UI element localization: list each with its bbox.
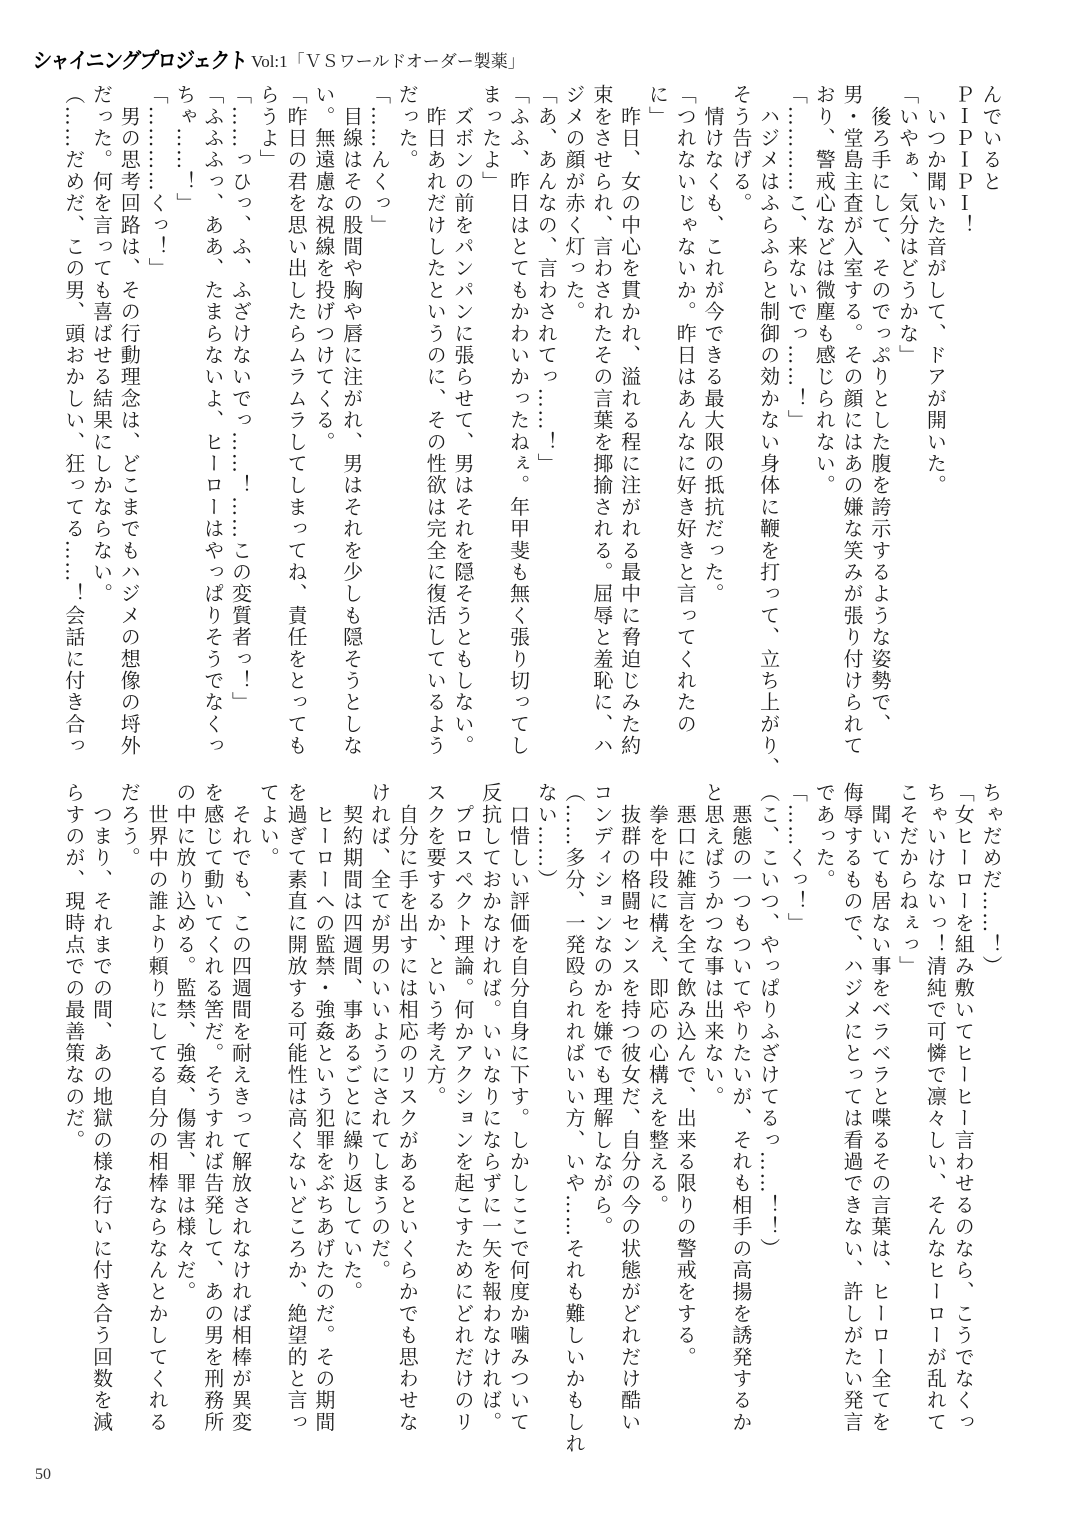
text-column: を感じて動いてくれる筈だ。そうすれば告発して、あの男を刑務所 [200, 782, 225, 1433]
series-logo: シャイニングプロジェクト [31, 48, 249, 74]
text-column: 「女ヒーローを組み敷いてヒーヒー言わせるのなら、こうでなくっ [951, 782, 976, 1433]
text-column: プロスペクト理論。何かアクションを起こすためにどれだけのリ [450, 782, 475, 1433]
text-column: を過ぎて素直に開放する可能性は高くないどころか、絶望的と言っ [284, 782, 309, 1433]
text-column: 拳を中段に構え、即応の心構えを整える。 [645, 782, 670, 1216]
text-column: スクを要するか、という考え方。 [423, 782, 448, 1108]
text-column: ちゃいけないっ！清純で可憐で凛々しい、そんなヒーローが乱れて [923, 782, 948, 1433]
text-column: 聞いても居ない事をベラベラと喋るその言葉は、ヒーロー全てを [867, 782, 892, 1433]
text-column: 「ふふ、昨日はとてもかわいかったねぇ。年甲斐も無く張り切ってし [506, 84, 531, 757]
text-column: い。無遠慮な視線を投げつけてくる。 [311, 84, 336, 453]
text-column: であった。 [812, 782, 837, 891]
text-column: 悪態の一つもついてやりたいが、それも相手の高揚を誘発するか [728, 782, 753, 1433]
text-column: ヒーローへの監禁・強姦という犯罪をぶちあげたのだ。その期間 [311, 782, 336, 1433]
text-column: 契約期間は四週間、事あるごとに繰り返していた。 [339, 782, 364, 1303]
text-column: 男・堂島主査が入室する。その顔にはあの嫌な笑みが張り付けられて [840, 84, 865, 757]
text-column: ちゃ……！」 [172, 84, 197, 215]
text-column: 情けなくも、これが今できる最大限の抵抗だった。 [701, 84, 726, 605]
text-column: の中に放り込める。監禁、強姦、傷害、罪は様々だ。 [172, 782, 197, 1303]
text-column: 「…………こ、来ないでっ……！」 [784, 84, 809, 432]
text-column: 口惜しい評価を自分自身に下す。しかしここで何度か噛みついて [506, 782, 531, 1433]
text-column: 昨日あれだけしたというのに、その性欲は完全に復活しているよう [423, 84, 448, 757]
text-column: てよい。 [256, 782, 281, 869]
text-column: 「…………くっ！」 [145, 84, 170, 280]
lower-text-block [59, 782, 1004, 1462]
text-column: 悪口に雑言を全て飲み込んで、出来る限りの警戒をする。 [673, 782, 698, 1368]
text-column: おり、警戒心などは微塵も感じられない。 [812, 84, 837, 497]
text-column: 「いやぁ、気分はどうかな」 [895, 84, 920, 367]
text-column: と思えばうかつな事は出来ない。 [701, 782, 726, 1108]
text-column: んでいると [979, 84, 1003, 193]
text-column: に」 [645, 84, 670, 128]
text-column: 男の思考回路は、その行動理念は、どこまでもハジメの想像の埒外 [117, 84, 142, 757]
upper-text-block [59, 84, 1004, 779]
text-column: 自分に手を出すには相応のリスクがあるといくらかでも思わせな [395, 782, 420, 1433]
text-column: （……だめだ、この男、頭おかしい、狂ってる……！会話に付き合っ [61, 84, 86, 757]
text-column: そう告げる。 [728, 84, 753, 215]
text-column: 抜群の格闘センスを持つ彼女だ、自分の今の状態がどれだけ酷い [617, 782, 642, 1433]
text-column: だった。何を言っても喜ばせる結果にしかならない。 [89, 84, 114, 605]
text-column: 目線はその股間や胸や唇に注がれ、男はそれを少しも隠そうとしな [339, 84, 364, 757]
text-column: 「ふふふっ、ああ、たまらないよ、ヒーローはやっぱりそうでなくっ [200, 84, 225, 757]
text-column: 「……んくっ」 [367, 84, 392, 236]
text-column: 反抗しておかなければ。いいなりにならずに一矢を報わなければ。 [478, 782, 503, 1433]
text-column: まったよ」 [478, 84, 503, 193]
text-column: 「……くっ！」 [784, 782, 809, 934]
text-column: らうよ」 [256, 84, 281, 171]
text-column: それでも、この四週間を耐えきって解放されなければ相棒が異変 [228, 782, 253, 1433]
text-column: だった。 [395, 84, 420, 171]
text-column: 束をさせられ、言わされたその言葉を揶揄される。屈辱と羞恥に、ハ [589, 84, 614, 757]
text-column: だろう。 [117, 782, 142, 869]
text-column: こそだからねぇっ」 [895, 782, 920, 978]
text-column: いつか聞いた音がして、ドアが開いた。 [923, 84, 948, 497]
text-column: 世界中の誰より頼りにしてる自分の相棒ならなんとかしてくれる [145, 782, 170, 1433]
text-column: つまり、それまでの間、あの地獄の様な行いに付き合う回数を減 [89, 782, 114, 1433]
running-header [33, 46, 525, 73]
text-column: 「あ、あんなの、言わされてっ……！」 [534, 84, 559, 475]
text-column: 侮辱するもので、ハジメにとっては看過できない、許しがたい発言 [840, 782, 865, 1433]
text-column: 昨日、女の中心を貫かれ、溢れる程に注がれる最中に脅迫じみた約 [617, 84, 642, 757]
text-column: らすのが、現時点での最善策なのだ。 [61, 782, 86, 1151]
volume-title: Vol:1「ＶＳワールドオーダー製薬」 [251, 52, 525, 71]
text-column: ない……） [534, 782, 559, 891]
text-column: （こ、こいつ、やっぱりふざけてるっ……！！） [756, 782, 781, 1260]
text-column: コンディションなのかを嫌でも理解しながら。 [589, 782, 614, 1238]
text-column: ければ、全てが男のいいようにされてしまうのだ。 [367, 782, 392, 1282]
text-column: （……多分、一発殴られればいい方、いや……それも難しいかもしれ [562, 782, 587, 1455]
text-column: ズボンの前をパンパンに張らせて、男はそれを隠そうともしない。 [450, 84, 475, 757]
text-column: ＰＩＰＩＰＩ！ [951, 84, 976, 236]
text-column: 「昨日の君を思い出したらムラムラしてしまってね、責任をとっても [284, 84, 309, 757]
text-column: ジメの顔が赤く灯った。 [562, 84, 587, 323]
text-column: ちゃだめだ……！） [979, 782, 1003, 978]
text-column: ハジメはふらふらと制御の効かない身体に鞭を打って、立ち上がり、 [756, 84, 781, 779]
text-column: 「……っひっ、ふ、ふざけないでっ……！……この変質者っ！」 [228, 84, 253, 714]
page-number: 50 [35, 1466, 51, 1483]
text-column: 後ろ手にして、そのでっぷりとした腹を誇示するような姿勢で、 [867, 84, 892, 735]
text-column: 「つれないじゃないか。昨日はあんなに好き好きと言ってくれたの [673, 84, 698, 735]
